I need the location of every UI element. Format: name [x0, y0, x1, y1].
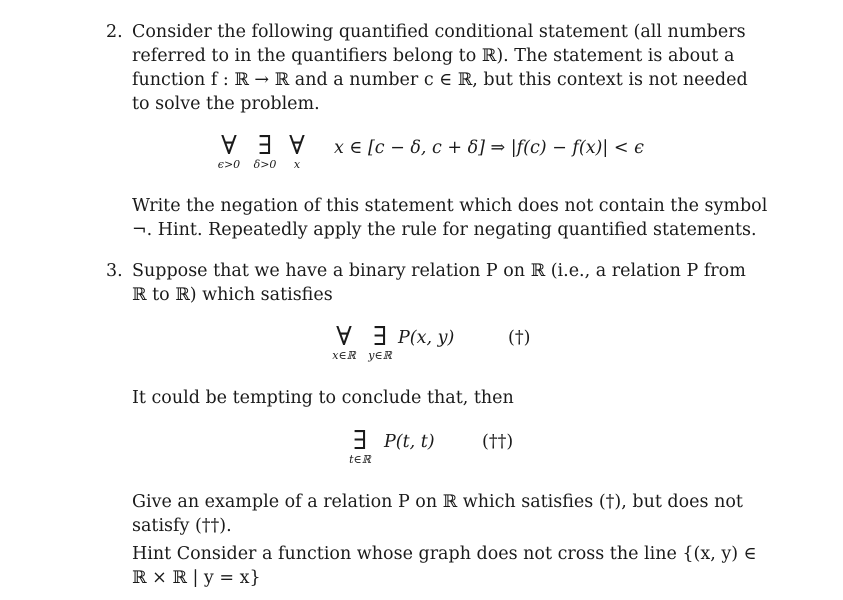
quantifier-subscript: x∈ℝ — [332, 349, 356, 362]
exists-delta-quantifier — [250, 133, 280, 171]
problem-2-line-1: Consider the following quantified conditional statement (all numbers — [132, 22, 746, 42]
exists-symbol: ∃ — [372, 322, 388, 352]
problem-3-hint-line-2: ℝ × ℝ | y = x} — [132, 568, 261, 588]
quantifier-subscript: δ>0 — [253, 158, 277, 171]
equation-tag-dagger: (†) — [508, 328, 531, 348]
problem-2-line-2: referred to in the quantifiers belong to ℝ). The statement is about a — [132, 46, 735, 66]
problem-2-after-line-2: ¬. Hint. Repeatedly apply the rule for negating quantified statements. — [132, 220, 757, 240]
problem-3-line-1: Suppose that we have a binary relation P on ℝ (i.e., a relation P from — [132, 261, 746, 281]
quantifier-subscript: ϵ>0 — [217, 158, 241, 171]
forall-x-quantifier — [286, 133, 308, 171]
quantifier-subscript: t∈ℝ — [349, 453, 371, 466]
exists-t-real-quantifier — [343, 428, 377, 466]
exists-y-real-quantifier — [364, 324, 396, 362]
equation-tag-double-dagger: (††) — [482, 432, 514, 452]
problem-2-after-line-1: Write the negation of this statement which does not contain the symbol — [132, 196, 768, 216]
relation-p-xy: P(x, y) — [398, 328, 455, 348]
forall-symbol: ∀ — [289, 131, 305, 161]
forall-symbol: ∀ — [336, 322, 352, 352]
forall-x-real-quantifier — [328, 324, 360, 362]
forall-epsilon-quantifier — [214, 133, 244, 171]
problem-2-line-4: to solve the problem. — [132, 94, 320, 114]
problem-3-closing-line-2: satisfy (††). — [132, 516, 232, 536]
problem-2-number: 2. — [106, 22, 123, 42]
problem-3-hint-line-1: Hint Consider a function whose graph does not cross the line {(x, y) ∈ — [132, 544, 757, 564]
forall-symbol: ∀ — [221, 131, 237, 161]
problem-2-equation-body: x ∈ [c − δ, c + δ] ⇒ |f(c) − f(x)| < ϵ — [334, 138, 644, 158]
problem-3-middle-line: It could be tempting to conclude that, then — [132, 388, 514, 408]
exists-symbol: ∃ — [257, 131, 273, 161]
relation-p-tt: P(t, t) — [384, 432, 435, 452]
problem-2-line-3: function f : ℝ → ℝ and a number c ∈ ℝ, but this context is not needed — [132, 70, 748, 90]
problem-3-line-2: ℝ to ℝ) which satisfies — [132, 285, 333, 305]
quantifier-subscript: y∈ℝ — [368, 349, 392, 362]
quantifier-subscript: x — [293, 158, 301, 171]
problem-3-number: 3. — [106, 261, 123, 281]
exists-symbol: ∃ — [352, 426, 368, 456]
problem-3-closing-line-1: Give an example of a relation P on ℝ which satisfies (†), but does not — [132, 492, 743, 512]
